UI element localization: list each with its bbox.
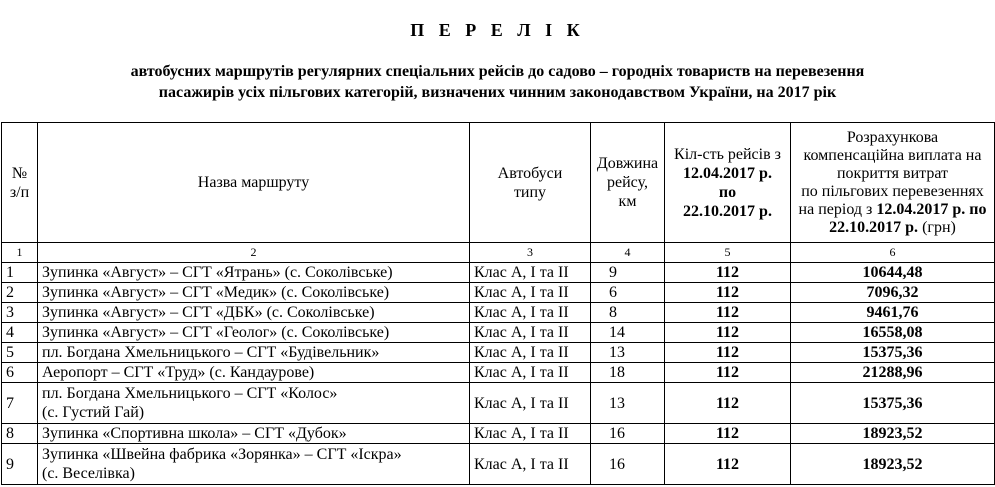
header-comp-line-6	[793, 219, 992, 237]
trip-count: 112	[665, 383, 791, 424]
routes-table	[1, 122, 995, 485]
header-trips-line-4: 22.10.2017 р.	[683, 202, 772, 220]
header-number-line-1: №	[11, 164, 28, 182]
subtitle-line-1: автобусних маршрутів регулярних спеціальних рейсів до садово – городніх товариств на перевезення	[130, 63, 865, 80]
compensation-amount: 16558,08	[791, 323, 995, 343]
route-name: Зупинка «Спортивна школа» – СГТ «Дубок»	[38, 424, 470, 444]
route-name-line-1: пл. Богдана Хмельницького – СГТ «Колос»	[42, 385, 338, 402]
header-bus-type-line-1: Автобуси	[497, 164, 563, 182]
header-number	[2, 123, 38, 243]
table-row	[2, 383, 995, 424]
header-comp-line-5b: 12.04.2017 р. по	[876, 200, 987, 218]
trip-count: 112	[665, 283, 791, 303]
trip-length: 6	[591, 283, 665, 303]
table-row	[2, 424, 995, 444]
header-route-name-label: Назва маршруту	[197, 174, 310, 191]
row-number: 6	[2, 363, 38, 383]
document-title: П Е Р Е Л І К	[410, 20, 585, 40]
bus-type: Клас А, І та ІІ	[470, 424, 591, 444]
header-trip-length	[591, 123, 665, 243]
table-header-row	[2, 123, 995, 243]
header-comp-line-6a: 22.10.2017 р.	[829, 218, 919, 236]
route-name: Зупинка «Август» – СГТ «Медик» (с. Соколівське)	[38, 283, 470, 303]
header-trips-line-1: Кіл-сть рейсів з	[674, 145, 781, 163]
trip-length: 13	[591, 383, 665, 424]
route-name: Зупинка «Август» – СГТ «ДБК» (с. Соколівське)	[38, 303, 470, 323]
trip-count: 112	[665, 343, 791, 363]
table-row	[2, 263, 995, 283]
bus-type: Клас А, І та ІІ	[470, 343, 591, 363]
trip-length: 18	[591, 363, 665, 383]
column-number: 4	[591, 243, 665, 263]
header-trips-line-2: 12.04.2017 р.	[683, 164, 772, 182]
compensation-amount: 9461,76	[791, 303, 995, 323]
table-row	[2, 303, 995, 323]
header-comp-line-5	[793, 201, 992, 219]
route-name-line-2: (с. Густий Гай)	[42, 404, 145, 421]
route-name: Аеропорт – СГТ «Труд» (с. Кандаурове)	[38, 363, 470, 383]
trip-length: 16	[591, 424, 665, 444]
table-row	[2, 343, 995, 363]
row-number: 3	[2, 303, 38, 323]
trip-count: 112	[665, 363, 791, 383]
table-row	[2, 323, 995, 343]
table-row	[2, 283, 995, 303]
bus-type: Клас А, І та ІІ	[470, 444, 591, 485]
bus-type: Клас А, І та ІІ	[470, 363, 591, 383]
compensation-amount: 15375,36	[791, 383, 995, 424]
row-number: 8	[2, 424, 38, 444]
bus-type: Клас А, І та ІІ	[470, 283, 591, 303]
column-number: 3	[470, 243, 591, 263]
subtitle-line-2: пасажирів усіх пільгових категорій, визначених чинним законодавством України, на 2017 рік	[158, 84, 837, 101]
header-comp-line-1: Розрахункова	[846, 128, 939, 146]
route-name	[38, 444, 470, 485]
header-comp-line-6b: (грн)	[918, 218, 956, 236]
bus-type: Клас А, І та ІІ	[470, 383, 591, 424]
trip-length: 16	[591, 444, 665, 485]
trip-count: 112	[665, 303, 791, 323]
row-number: 2	[2, 283, 38, 303]
header-trips-line-3: по	[718, 183, 737, 201]
route-name: Зупинка «Август» – СГТ «Ятрань» (с. Соколівське)	[38, 263, 470, 283]
header-comp-line-4: по пільгових перевезеннях	[801, 182, 984, 200]
route-name: Зупинка «Август» – СГТ «Геолог» (с. Соколівське)	[38, 323, 470, 343]
compensation-amount: 18923,52	[791, 444, 995, 485]
bus-type: Клас А, І та ІІ	[470, 323, 591, 343]
trip-length: 13	[591, 343, 665, 363]
compensation-amount: 10644,48	[791, 263, 995, 283]
bus-type: Клас А, І та ІІ	[470, 303, 591, 323]
route-name: пл. Богдана Хмельницького – СГТ «Будівельник»	[38, 343, 470, 363]
header-trip-count	[665, 123, 791, 243]
header-bus-type-line-2: типу	[513, 183, 547, 201]
compensation-amount: 7096,32	[791, 283, 995, 303]
compensation-amount: 18923,52	[791, 424, 995, 444]
header-comp-line-5a: на період з	[798, 200, 877, 218]
compensation-amount: 21288,96	[791, 363, 995, 383]
trip-count: 112	[665, 323, 791, 343]
column-number: 5	[665, 243, 791, 263]
trip-count: 112	[665, 263, 791, 283]
header-comp-line-2: компенсаційна виплата на	[803, 146, 982, 164]
column-number: 2	[38, 243, 470, 263]
compensation-amount: 15375,36	[791, 343, 995, 363]
route-name	[38, 383, 470, 424]
header-route-name	[38, 123, 470, 243]
trip-count: 112	[665, 444, 791, 485]
column-number-row	[2, 243, 995, 263]
column-number: 1	[2, 243, 38, 263]
trip-length: 8	[591, 303, 665, 323]
trip-count: 112	[665, 424, 791, 444]
table-row	[2, 363, 995, 383]
row-number: 1	[2, 263, 38, 283]
trip-length: 14	[591, 323, 665, 343]
header-length-line-3: км	[618, 193, 637, 210]
row-number: 9	[2, 444, 38, 485]
table-row	[2, 444, 995, 485]
document-subtitle	[0, 61, 995, 103]
row-number: 4	[2, 323, 38, 343]
header-compensation	[791, 123, 995, 243]
trip-length: 9	[591, 263, 665, 283]
row-number: 5	[2, 343, 38, 363]
header-length-line-2: рейсу,	[607, 174, 648, 191]
header-length-line-1: Довжина	[596, 155, 659, 172]
header-bus-type	[470, 123, 591, 243]
row-number: 7	[2, 383, 38, 424]
bus-type: Клас А, І та ІІ	[470, 263, 591, 283]
header-number-line-2: з/п	[9, 183, 30, 201]
header-comp-line-3: покриття витрат	[836, 164, 948, 182]
column-number: 6	[791, 243, 995, 263]
route-name-line-1: Зупинка «Швейна фабрика «Зорянка» – СГТ «Іскра»	[42, 446, 402, 463]
route-name-line-2: (с. Веселівка)	[42, 465, 135, 482]
